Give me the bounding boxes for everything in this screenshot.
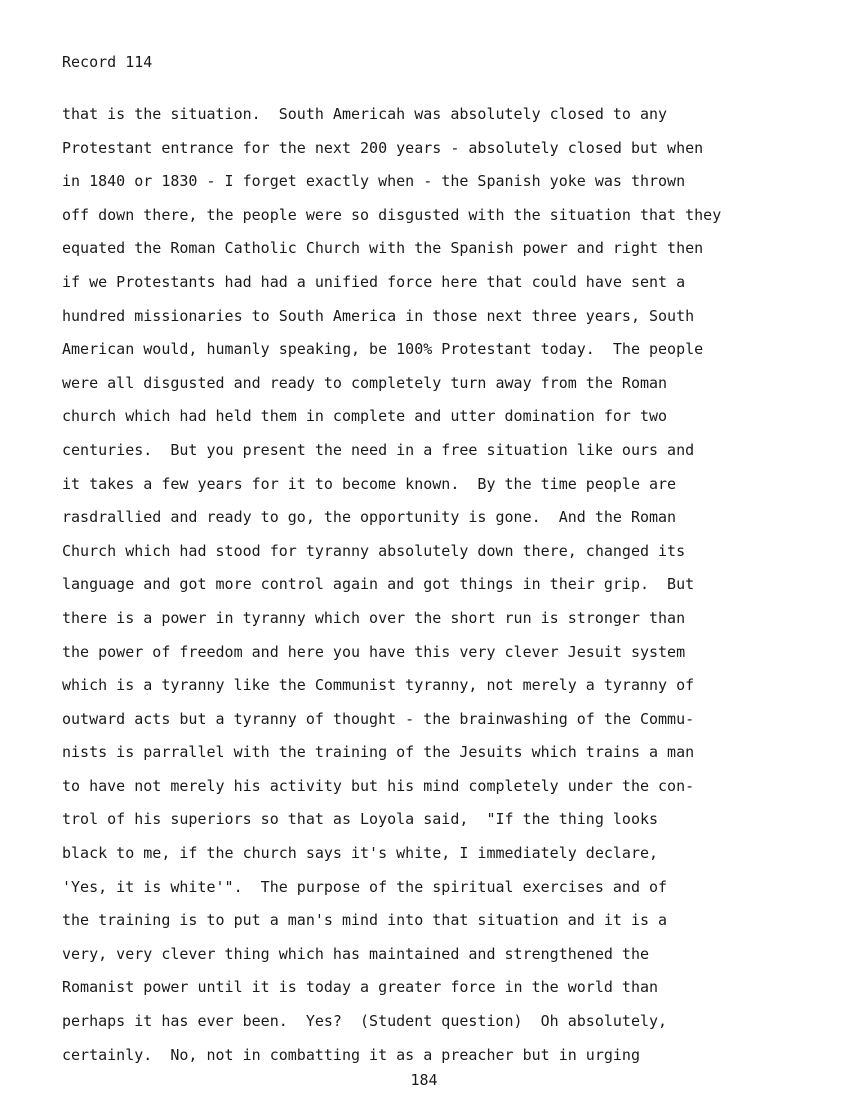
- text-line: there is a power in tyranny which over the short run is stronger than: [62, 608, 686, 627]
- text-line: Protestant entrance for the next 200 years - absolutely closed but when: [62, 138, 704, 157]
- text-line: to have not merely his activity but his mind completely under the con-: [62, 776, 695, 795]
- text-line: trol of his superiors so that as Loyola said, "If the thing looks: [62, 810, 659, 829]
- transcript-body: [62, 104, 822, 1078]
- text-line: in 1840 or 1830 - I forget exactly when - the Spanish yoke was thrown: [62, 172, 686, 191]
- text-line: centuries. But you present the need in a free situation like ours and: [62, 440, 695, 459]
- text-line: if we Protestants had had a unified force here that could have sent a: [62, 272, 686, 291]
- text-line: very, very clever thing which has maintained and strengthened the: [62, 944, 649, 963]
- text-line: American would, humanly speaking, be 100% Protestant today. The people: [62, 340, 704, 359]
- text-line: it takes a few years for it to become known. By the time people are: [62, 474, 677, 493]
- page-number: 184: [410, 1071, 438, 1089]
- text-line: rasdrallied and ready to go, the opportunity is gone. And the Roman: [62, 508, 677, 527]
- text-line: that is the situation. South Americah was absolutely closed to any: [62, 105, 668, 123]
- text-line: certainly. No, not in combatting it as a preacher but in urging: [62, 1045, 640, 1064]
- text-line: nists is parrallel with the training of the Jesuits which trains a man: [62, 743, 695, 762]
- text-line: 'Yes, it is white'". The purpose of the spiritual exercises and of: [62, 877, 668, 896]
- text-line: Romanist power until it is today a greater force in the world than: [62, 978, 659, 997]
- text-line: equated the Roman Catholic Church with the Spanish power and right then: [62, 239, 704, 258]
- text-line: language and got more control again and got things in their grip. But: [62, 575, 695, 594]
- text-line: outward acts but a tyranny of thought - the brainwashing of the Commu-: [62, 709, 695, 728]
- text-line: Church which had stood for tyranny absolutely down there, changed its: [62, 541, 686, 560]
- record-label: Record 114: [62, 53, 153, 71]
- text-line: the power of freedom and here you have this very clever Jesuit system: [62, 642, 686, 661]
- text-line: perhaps it has ever been. Yes? (Student question) Oh absolutely,: [62, 1012, 668, 1031]
- text-line: were all disgusted and ready to completely turn away from the Roman: [62, 373, 668, 392]
- text-line: the training is to put a man's mind into that situation and it is a: [62, 911, 668, 930]
- text-line: which is a tyranny like the Communist tyranny, not merely a tyranny of: [62, 676, 695, 695]
- text-line: church which had held them in complete and utter domination for two: [62, 407, 668, 426]
- text-line: hundred missionaries to South America in those next three years, South: [62, 306, 695, 325]
- text-line: off down there, the people were so disgusted with the situation that they: [62, 205, 722, 224]
- text-line: black to me, if the church says it's white, I immediately declare,: [62, 844, 659, 863]
